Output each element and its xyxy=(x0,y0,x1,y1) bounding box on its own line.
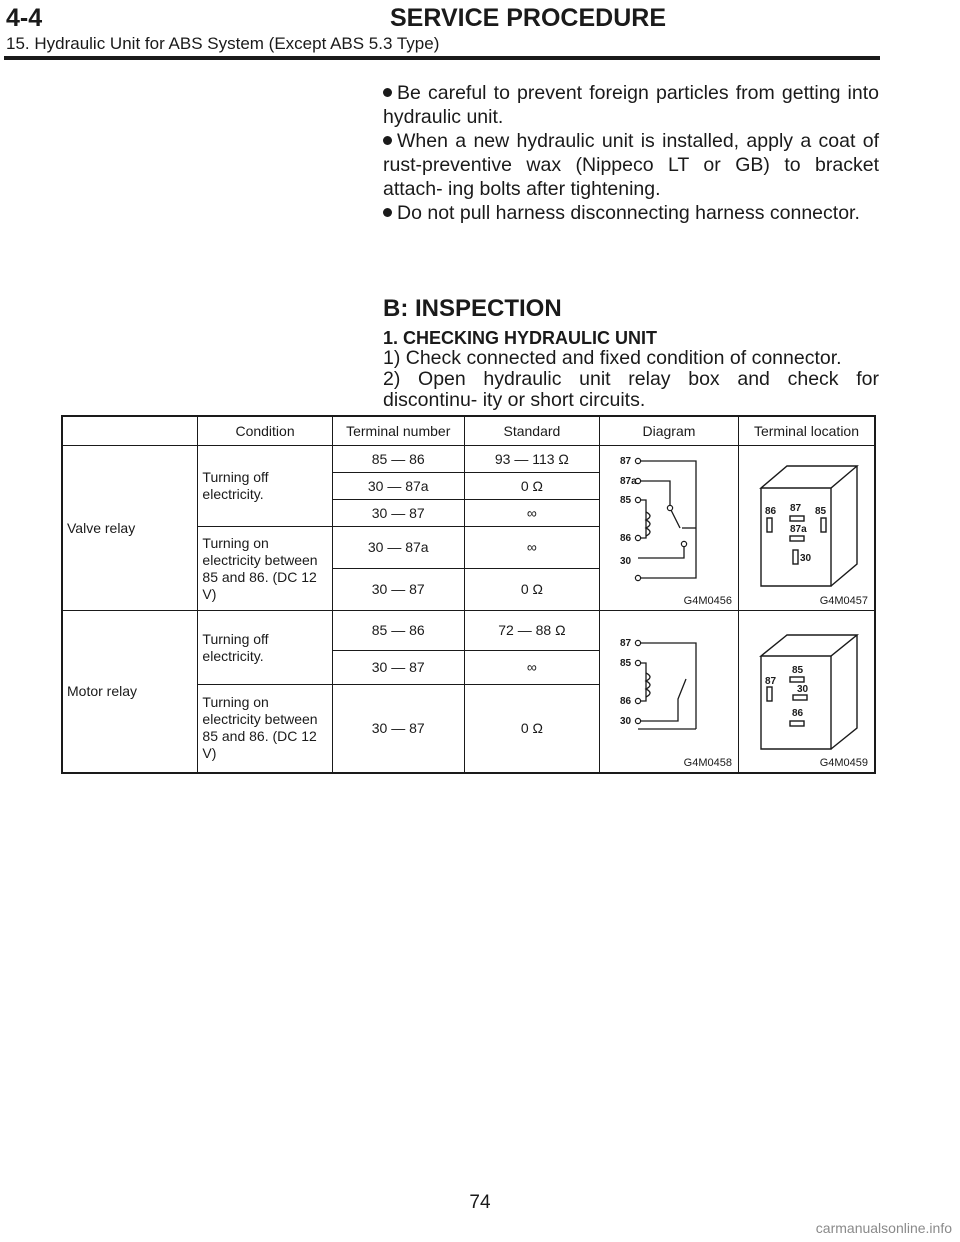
header-cell: Condition xyxy=(198,416,332,446)
location-label: 87 xyxy=(789,503,802,514)
diagram-label: 85 xyxy=(619,658,632,669)
standard-cell: 0 Ω xyxy=(464,685,599,773)
valve-relay-diagram xyxy=(599,446,738,611)
diagram-label: 87a xyxy=(619,476,637,487)
diagram-label: 30 xyxy=(619,716,632,727)
header-title: SERVICE PROCEDURE xyxy=(390,4,666,32)
header-cell: Terminal location xyxy=(738,416,875,446)
condition-cell: Turning off electricity. xyxy=(198,611,332,685)
header-cell: Standard xyxy=(464,416,599,446)
bullet-icon xyxy=(383,136,392,145)
header-cell: Diagram xyxy=(599,416,738,446)
figure-caption: G4M0459 xyxy=(819,756,868,769)
motor-relay-circuit-icon xyxy=(600,611,737,769)
condition-cell: Turning on electricity between 85 and 86. (DC 12 V) xyxy=(198,527,332,611)
relay-name: Motor relay xyxy=(62,611,198,773)
location-label: 87a xyxy=(789,524,807,535)
terminal-cell: 30 — 87 xyxy=(332,500,464,527)
motor-relay-diagram xyxy=(599,611,738,773)
location-label: 85 xyxy=(791,665,804,676)
location-label: 87 xyxy=(764,676,777,687)
valve-relay-terminal-location xyxy=(738,446,875,611)
watermark: carmanualsonline.info xyxy=(815,1220,952,1236)
location-label: 85 xyxy=(814,506,827,517)
terminal-cell: 85 — 86 xyxy=(332,446,464,473)
header-cell xyxy=(62,416,198,446)
header-subtitle: 15. Hydraulic Unit for ABS System (Except ABS 5.3 Type) xyxy=(6,34,440,53)
location-label: 30 xyxy=(799,553,812,564)
location-label: 86 xyxy=(791,708,804,719)
figure-caption: G4M0456 xyxy=(683,595,732,607)
diagram-label: 85 xyxy=(619,495,632,506)
step-item: 1) Check connected and fixed condition of connector. xyxy=(383,347,842,369)
note-item: When a new hydraulic unit is installed, apply a coat of rust-preventive wax (Nippeco LT or GB) to bracket attach- ing bolts after tightening. xyxy=(383,130,879,200)
page-number: 74 xyxy=(469,1192,491,1213)
condition-cell: Turning off electricity. xyxy=(198,446,332,527)
note-item: Do not pull harness disconnecting harness connector. xyxy=(383,201,879,225)
table-header-row xyxy=(62,416,875,446)
motor-relay-connector-icon xyxy=(739,611,874,769)
standard-cell: 72 — 88 Ω xyxy=(464,611,599,651)
diagram-label: 86 xyxy=(619,533,632,544)
diagram-label: 87 xyxy=(619,638,632,649)
standard-cell: ∞ xyxy=(464,527,599,569)
diagram-label: 87 xyxy=(619,456,632,467)
valve-relay-connector-icon xyxy=(739,446,874,606)
step-item: 2) Open hydraulic unit relay box and check for discontinu- ity or short circuits. xyxy=(383,368,879,411)
subsection-title: 1. CHECKING HYDRAULIC UNIT xyxy=(383,328,658,348)
motor-relay-terminal-location xyxy=(738,611,875,773)
diagram-label: 30 xyxy=(619,556,632,567)
standard-cell: 0 Ω xyxy=(464,473,599,500)
note-item: Be careful to prevent foreign particles from getting into hydraulic unit. xyxy=(383,82,879,128)
figure-caption: G4M0457 xyxy=(819,595,868,607)
terminal-cell: 30 — 87a xyxy=(332,527,464,569)
figure-caption: G4M0458 xyxy=(683,756,732,769)
terminal-cell: 30 — 87 xyxy=(332,651,464,685)
section-title: B: INSPECTION xyxy=(383,295,562,322)
terminal-cell: 30 — 87a xyxy=(332,473,464,500)
table-row xyxy=(62,611,875,651)
bullet-icon xyxy=(383,88,392,97)
standard-cell: 0 Ω xyxy=(464,569,599,611)
header-cell: Terminal number xyxy=(332,416,464,446)
condition-cell: Turning on electricity between 85 and 86. (DC 12 V) xyxy=(198,685,332,773)
standard-cell: 93 — 113 Ω xyxy=(464,446,599,473)
inspection-table xyxy=(61,415,876,774)
terminal-cell: 30 — 87 xyxy=(332,569,464,611)
location-label: 86 xyxy=(764,506,777,517)
relay-name: Valve relay xyxy=(62,446,198,611)
standard-cell: ∞ xyxy=(464,651,599,685)
header-rule xyxy=(4,56,880,60)
caution-notes xyxy=(383,81,879,225)
location-label: 30 xyxy=(796,684,809,695)
valve-relay-circuit-icon xyxy=(600,446,737,606)
table-row xyxy=(62,446,875,473)
page-header xyxy=(0,0,960,60)
standard-cell: ∞ xyxy=(464,500,599,527)
diagram-label: 86 xyxy=(619,696,632,707)
terminal-cell: 85 — 86 xyxy=(332,611,464,651)
bullet-icon xyxy=(383,208,392,217)
section-code: 4-4 xyxy=(6,4,43,32)
inspection-steps xyxy=(383,348,879,411)
terminal-cell: 30 — 87 xyxy=(332,685,464,773)
